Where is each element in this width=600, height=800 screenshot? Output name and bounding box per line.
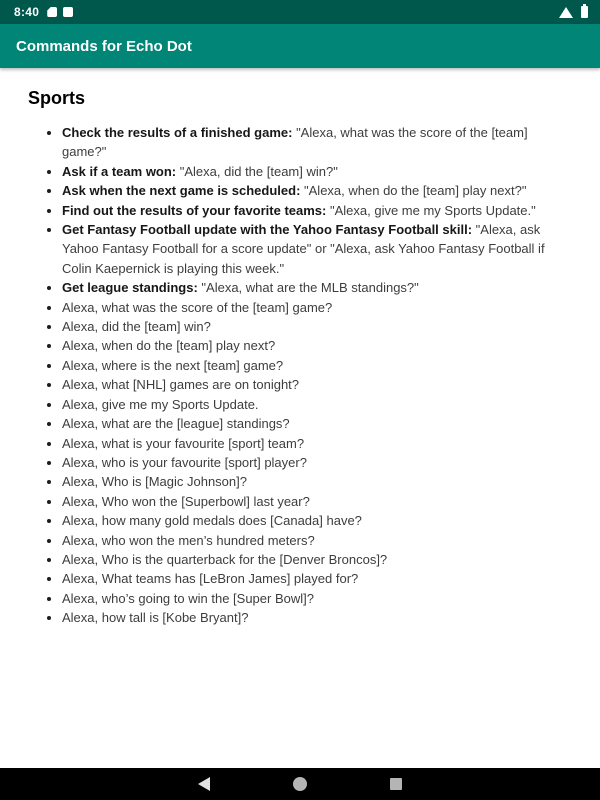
command-item: • Alexa, when do the [team] play next? bbox=[62, 336, 550, 355]
command-item: • Get Fantasy Football update with the Yahoo Fantasy Football skill: "Alexa, ask Yahoo Fantasy Football for a score update" or "Alexa, ask Yahoo Fantasy Football if Colin Kaepernick is playing this week." bbox=[62, 220, 550, 278]
section-heading: Sports bbox=[28, 88, 86, 108]
wifi-icon bbox=[559, 7, 573, 18]
command-list bbox=[28, 123, 550, 628]
command-item: • Alexa, what was the score of the [team] game? bbox=[62, 298, 550, 317]
command-item: • Check the results of a finished game: "Alexa, what was the score of the [team] game?" bbox=[62, 123, 550, 162]
command-item: • Alexa, how many gold medals does [Canada] have? bbox=[62, 511, 550, 530]
home-button[interactable] bbox=[286, 770, 314, 798]
command-item: • Alexa, Who is [Magic Johnson]? bbox=[62, 472, 550, 491]
command-item: • Find out the results of your favorite teams: "Alexa, give me my Sports Update." bbox=[62, 201, 550, 220]
command-item: • Alexa, give me my Sports Update. bbox=[62, 395, 550, 414]
command-item: • Alexa, what is your favourite [sport] team? bbox=[62, 434, 550, 453]
command-item: • Alexa, where is the next [team] game? bbox=[62, 356, 550, 375]
status-bar bbox=[0, 0, 600, 24]
command-item: • Alexa, who is your favourite [sport] player? bbox=[62, 453, 550, 472]
notification-icon bbox=[47, 7, 57, 17]
battery-icon bbox=[581, 6, 588, 18]
content-area bbox=[0, 68, 600, 628]
command-item: • Alexa, what [NHL] games are on tonight? bbox=[62, 375, 550, 394]
back-icon bbox=[198, 777, 210, 791]
command-item: • Alexa, Who is the quarterback for the [Denver Broncos]? bbox=[62, 550, 550, 569]
command-item: • Alexa, who won the men’s hundred meters? bbox=[62, 531, 550, 550]
command-item: • Alexa, did the [team] win? bbox=[62, 317, 550, 336]
home-icon bbox=[293, 777, 307, 791]
command-item: • Ask if a team won: "Alexa, did the [team] win?" bbox=[62, 162, 550, 181]
command-item: • Alexa, how tall is [Kobe Bryant]? bbox=[62, 608, 550, 627]
back-button[interactable] bbox=[190, 770, 218, 798]
recents-button[interactable] bbox=[382, 770, 410, 798]
recents-icon bbox=[390, 778, 402, 790]
command-item: • Get league standings: "Alexa, what are the MLB standings?" bbox=[62, 278, 550, 297]
command-item: • Alexa, what are the [league] standings? bbox=[62, 414, 550, 433]
notification-icon bbox=[63, 7, 73, 17]
command-item: • Alexa, What teams has [LeBron James] played for? bbox=[62, 569, 550, 588]
clock: 8:40 bbox=[14, 5, 40, 19]
navigation-bar bbox=[0, 768, 600, 800]
command-item: • Alexa, Who won the [Superbowl] last year? bbox=[62, 492, 550, 511]
app-title: Commands for Echo Dot bbox=[16, 37, 192, 55]
command-item: • Alexa, who’s going to win the [Super Bowl]? bbox=[62, 589, 550, 608]
app-bar bbox=[0, 24, 600, 68]
command-item: • Ask when the next game is scheduled: "Alexa, when do the [team] play next?" bbox=[62, 181, 550, 200]
